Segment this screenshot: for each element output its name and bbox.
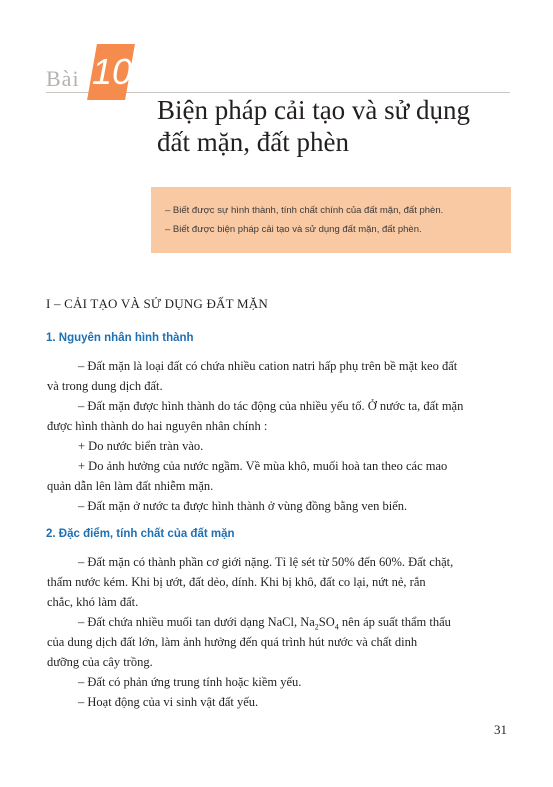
section-heading: I – CẢI TẠO VÀ SỬ DỤNG ĐẤT MẶN [46, 296, 268, 311]
paragraph-line: + Do ảnh hưởng của nước ngầm. Về mùa khô, muối hoà tan theo các mao [78, 459, 448, 473]
paragraph-line: – Đất mặn là loại đất có chứa nhiều cation natri hấp phụ trên bề mặt keo đất [78, 359, 458, 373]
objective-item: – Biết được sự hình thành, tính chất chính của đất mặn, đất phèn. [165, 205, 444, 216]
paragraph-line: + Do nước biển tràn vào. [78, 439, 204, 453]
paragraph-line: chắc, khó làm đất. [47, 595, 139, 609]
paragraph-line: – Đất có phản ứng trung tính hoặc kiềm yếu. [78, 675, 302, 689]
lesson-title-line1: Biện pháp cải tạo và sử dụng [157, 95, 471, 125]
lesson-label: Bài [46, 66, 80, 91]
paragraph-line: quản dẫn lên làm đất nhiễm mặn. [47, 479, 214, 493]
paragraph-line: dưỡng của cây trồng. [47, 655, 153, 669]
objective-item: – Biết được biện pháp cải tạo và sử dụng đất mặn, đất phèn. [165, 224, 422, 235]
paragraph-line: – Đất mặn có thành phần cơ giới nặng. Tỉ lệ sét từ 50% đến 60%. Đất chặt, [78, 555, 454, 569]
subsection-heading: 1. Nguyên nhân hình thành [46, 332, 194, 344]
paragraph-line: của dung dịch đất lớn, làm ảnh hưởng đến quá trình hút nước và chất dinh [47, 635, 418, 649]
page-number: 31 [494, 722, 507, 737]
lesson-number: 10 [92, 51, 133, 92]
paragraph-line: – Đất mặn ở nước ta được hình thành ở vùng đồng bằng ven biển. [78, 499, 408, 513]
paragraph-line: – Đất mặn được hình thành do tác động của nhiều yếu tố. Ở nước ta, đất mặn [78, 399, 464, 413]
paragraph-line: và trong dung dịch đất. [47, 379, 163, 393]
paragraph-line: – Hoạt động của vi sinh vật đất yếu. [78, 695, 259, 709]
objectives-box [151, 187, 511, 253]
paragraph-line: được hình thành do hai nguyên nhân chính : [47, 419, 268, 433]
lesson-title-line2: đất mặn, đất phèn [157, 127, 349, 157]
paragraph-line: – Đất chứa nhiều muối tan dưới dạng NaCl, $Na_2SO_4$ nên áp suất thẩm thấu [78, 615, 451, 632]
subsection-heading: 2. Đặc điểm, tính chất của đất mặn [46, 528, 235, 540]
lesson-title [157, 94, 517, 158]
paragraph-line: thấm nước kém. Khi bị ướt, đất dẻo, dính. Khi bị khô, đất co lại, nứt nẻ, rắn [47, 575, 426, 589]
